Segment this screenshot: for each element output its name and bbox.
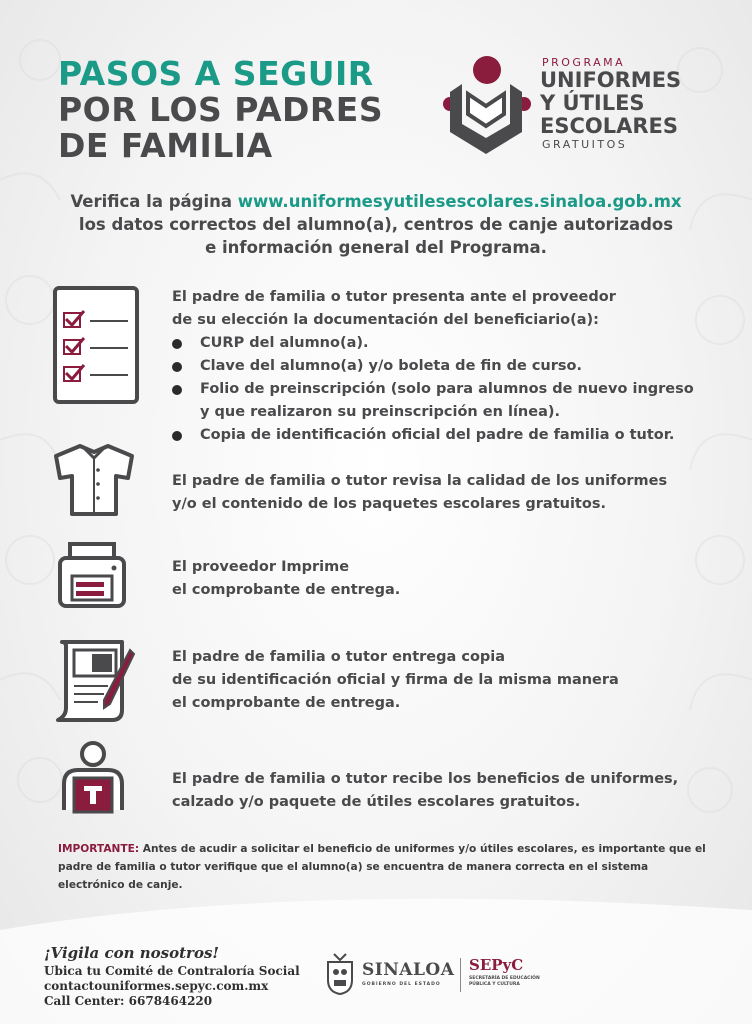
contact-website-link[interactable]: contactouniformes.sepyc.com.mx [44,979,269,993]
intro-text [40,190,712,259]
printer-icon [56,540,128,610]
logo-line-3: ESCOLARES [540,114,679,138]
list-item: CURP del alumno(a). [172,332,694,355]
program-logo-icon [440,54,532,158]
logo-programa: PROGRAMA [542,56,626,69]
logo-divider [460,958,461,992]
step-4-line-2: de su identificación oficial y firma de la misma manera [172,672,619,688]
important-tag: IMPORTANTE: [58,843,140,855]
step-2-line-2: y/o el contenido de los paquetes escolares gratuitos. [172,496,606,512]
step-1-line-1: El padre de familia o tutor presenta ante el proveedor [172,289,616,305]
step-1-line-2: de su elección la documentación del beneficiario(a): [172,312,599,328]
step-2-text [172,470,667,516]
list-item: Copia de identificación oficial del padre de familia o tutor. [172,424,694,447]
title-line-3: DE FAMILIA [58,126,273,165]
logo-line-2: Y ÚTILES [540,91,645,115]
step-1-requirements-list [172,332,694,447]
intro-line-2: los datos correctos del alumno(a), centros de canje autorizados [78,215,674,234]
step-4-text [172,646,619,715]
page-title [58,56,383,164]
logo-line-1: UNIFORMES [540,68,682,92]
step-2-line-1: El padre de familia o tutor revisa la calidad de los uniformes [172,473,668,489]
step-3-text [172,556,400,602]
list-item [172,378,694,424]
logo-gratuitos: GRATUITOS [542,138,628,151]
title-line-1: PASOS A SEGUIR [58,54,374,93]
sepyc-wordmark: SEPyC [469,956,524,974]
program-website-link[interactable]: www.uniformesyutilesescolares.sinaloa.gob.mx [237,192,682,211]
program-logo [440,54,700,164]
step-4-line-3: el comprobante de entrega. [172,695,401,711]
intro-line-3: e información general del Programa. [205,238,547,257]
government-logos [322,950,542,998]
list-item-continuation: y que realizaron su preinscripción en línea). [200,404,561,420]
step-5-line-1: El padre de familia o tutor recibe los beneficios de uniformes, [172,771,679,787]
sinaloa-subtitle: GOBIERNO DEL ESTADO [362,982,441,987]
title-line-2: POR LOS PADRES [58,90,384,129]
document-sign-icon [52,636,138,724]
contraloria-line: Ubica tu Comité de Contraloría Social [44,964,300,978]
intro-line-1 [40,190,712,213]
sepyc-subtitle: SECRETARÍA DE EDUCACIÓN PÚBLICA Y CULTURA [469,976,540,987]
step-4-line-1: El padre de familia o tutor entrega copia [172,649,506,665]
step-5-text [172,768,678,814]
step-3-line-2: el comprobante de entrega. [172,582,401,598]
intro-prefix: Verifica la página [70,192,238,211]
person-receives-icon [56,740,130,820]
program-logo-text [540,56,681,151]
important-notice [58,840,708,894]
sinaloa-wordmark: SINALOA [362,960,455,980]
list-item: Clave del alumno(a) y/o boleta de fin de curso. [172,355,694,378]
call-center-number: Call Center: 6678464220 [44,994,213,1008]
contraloria-info [44,944,300,1009]
step-1-text [172,286,694,447]
state-coat-of-arms-icon [324,952,356,996]
step-3-line-1: El proveedor Imprime [172,559,350,575]
important-text: Antes de acudir a solicitar el beneficio de uniformes y/o útiles escolares, es importante que el padre de familia o tutor verifique que el alumno(a) se encuentra de manera correcta en el sistema electrónico de canje. [58,843,706,891]
shirt-icon [52,442,136,518]
list-item-text: Folio de preinscripción (solo para alumnos de nuevo ingreso [200,381,694,397]
checklist-icon [52,285,140,405]
vigila-heading: ¡Vigila con nosotros! [44,944,219,962]
step-5-line-2: calzado y/o paquete de útiles escolares gratuitos. [172,794,581,810]
